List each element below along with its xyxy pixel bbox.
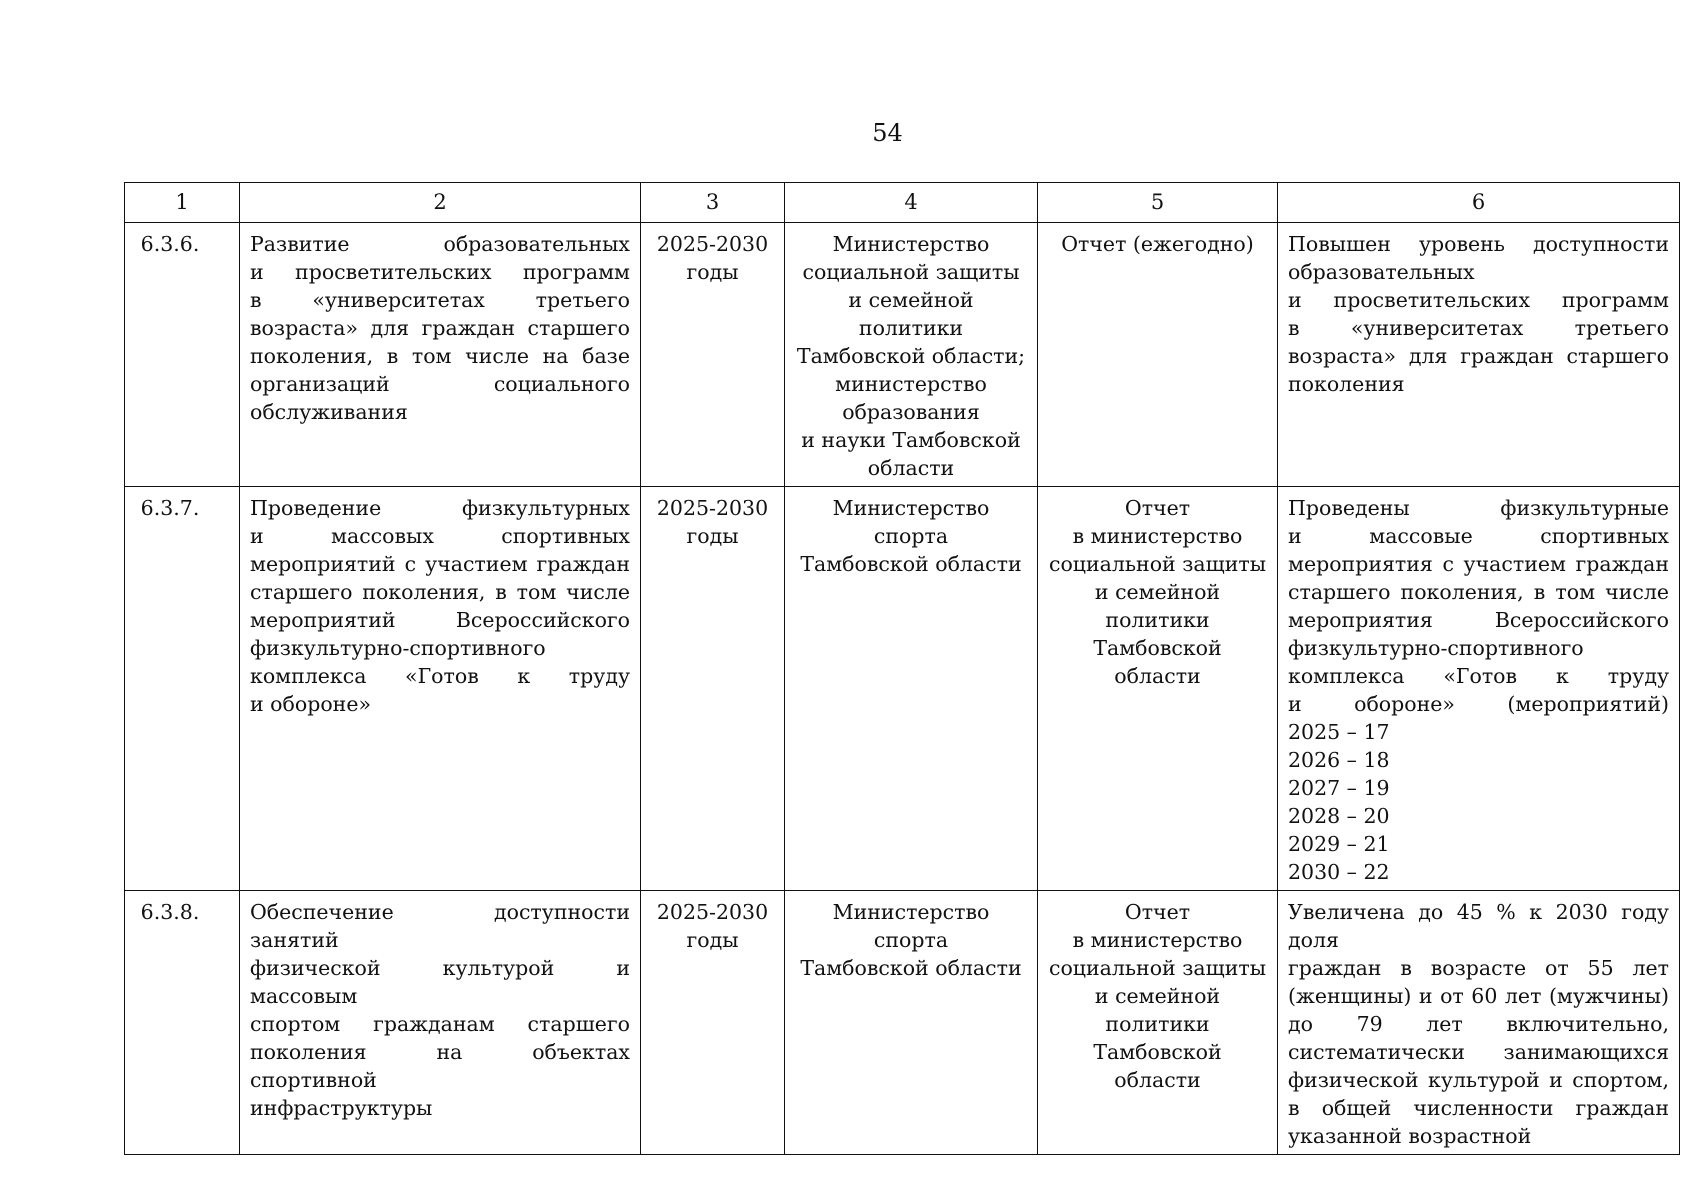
cell-executor-line: и науки Тамбовской <box>801 428 1021 452</box>
cell-report <box>1038 223 1278 487</box>
cell-activity-line: Развитие образовательных <box>250 232 630 256</box>
cell-executor <box>785 891 1038 1155</box>
cell-result-line: и массовые спортивных <box>1288 524 1669 548</box>
cell-result-line: до 79 лет включительно, <box>1288 1012 1669 1036</box>
cell-period-line: 2025-2030 <box>656 496 769 520</box>
cell-result-line: 2029 – 21 <box>1288 832 1390 856</box>
cell-activity-line: поколения, в том числе на базе <box>250 344 630 368</box>
cell-activity-line: обслуживания <box>250 400 408 424</box>
cell-result-line: мероприятия с участием граждан <box>1288 552 1669 576</box>
cell-report-line: в министерство <box>1072 524 1243 548</box>
cell-report-line: Отчет <box>1124 496 1191 520</box>
cell-result-line: старшего поколения, в том числе <box>1288 580 1669 604</box>
cell-result-line: поколения <box>1288 372 1405 396</box>
cell-activity-line: и массовых спортивных <box>250 524 630 548</box>
cell-result-line: 2025 – 17 <box>1288 720 1390 744</box>
header-col-4: 4 <box>785 183 1038 223</box>
cell-executor <box>785 223 1038 487</box>
cell-activity-line: спортом гражданам старшего <box>250 1012 630 1036</box>
cell-executor-line: министерство <box>835 372 987 396</box>
cell-number <box>125 487 240 891</box>
cell-number <box>125 891 240 1155</box>
cell-activity-line: мероприятий Всероссийского <box>250 608 630 632</box>
cell-period <box>641 487 785 891</box>
cell-period <box>641 223 785 487</box>
cell-result-line: Повышен уровень доступности <box>1288 232 1669 256</box>
cell-result <box>1278 891 1680 1155</box>
cell-result-line: граждан в возрасте от 55 лет <box>1288 956 1669 980</box>
cell-result-line: 2030 – 22 <box>1288 860 1390 884</box>
cell-period-line: 2025-2030 <box>656 232 769 256</box>
cell-activity-line: в «университетах третьего <box>250 288 630 312</box>
cell-executor-line: социальной защиты <box>802 260 1020 284</box>
cell-result-line: физической культурой и спортом, <box>1288 1068 1669 1092</box>
cell-activity-line: возраста» для граждан старшего <box>250 316 630 340</box>
cell-report-line: и семейной <box>1094 580 1221 604</box>
cell-report-line: социальной защиты <box>1048 552 1267 576</box>
cell-result-line: в общей численности граждан <box>1288 1096 1669 1120</box>
header-col-2: 2 <box>240 183 641 223</box>
cell-executor-line: Тамбовской области; <box>796 344 1026 368</box>
cell-report-line: и семейной <box>1094 984 1221 1008</box>
cell-result <box>1278 487 1680 891</box>
header-col-5: 5 <box>1038 183 1278 223</box>
cell-executor-line: Министерство спорта <box>832 900 990 952</box>
measures-table <box>124 182 1680 1155</box>
table-header-row <box>125 183 1680 223</box>
cell-period-line: годы <box>686 928 739 952</box>
cell-result-line: мероприятия Всероссийского <box>1288 608 1669 632</box>
cell-result-line: возраста» для граждан старшего <box>1288 344 1669 368</box>
cell-result-line: 2027 – 19 <box>1288 776 1390 800</box>
cell-period-line: годы <box>686 524 739 548</box>
cell-activity-line: физической культурой и массовым <box>250 956 630 1008</box>
cell-activity-line: и обороне» <box>250 692 372 716</box>
cell-report-line: политики <box>1105 1012 1210 1036</box>
cell-activity-line: физкультурно-спортивного <box>250 636 546 660</box>
cell-activity-line: Проведение физкультурных <box>250 496 630 520</box>
cell-period-line: годы <box>686 260 739 284</box>
cell-activity-line: мероприятий с участием граждан <box>250 552 630 576</box>
cell-result-line: 2026 – 18 <box>1288 748 1390 772</box>
cell-activity-line: и просветительских программ <box>250 260 630 284</box>
cell-report-line: Тамбовской области <box>1093 636 1222 688</box>
cell-result-line: 2028 – 20 <box>1288 804 1390 828</box>
cell-result-line: и просветительских программ <box>1288 288 1669 312</box>
cell-period <box>641 891 785 1155</box>
cell-result <box>1278 223 1680 487</box>
cell-executor <box>785 487 1038 891</box>
row-number: 6.3.6. <box>140 232 200 256</box>
cell-activity-line: организаций социального <box>250 372 630 396</box>
cell-result-line: (женщины) и от 60 лет (мужчины) <box>1288 984 1669 1008</box>
cell-activity <box>240 487 641 891</box>
cell-report <box>1038 487 1278 891</box>
cell-activity <box>240 223 641 487</box>
cell-result-line: комплекса «Готов к труду <box>1288 664 1669 688</box>
cell-report-line: социальной защиты <box>1048 956 1267 980</box>
cell-result-line: в «университетах третьего <box>1288 316 1669 340</box>
header-col-6: 6 <box>1278 183 1680 223</box>
row-number: 6.3.7. <box>140 496 200 520</box>
cell-activity-line: комплекса «Готов к труду <box>250 664 630 688</box>
cell-report-line: в министерство <box>1072 928 1243 952</box>
cell-executor-line: Министерство спорта <box>832 496 990 548</box>
cell-executor-line: Министерство <box>832 232 990 256</box>
cell-executor-line: и семейной политики <box>848 288 974 340</box>
cell-executor-line: Тамбовской области <box>800 552 1022 576</box>
cell-activity-line: поколения на объектах спортивной <box>250 1040 630 1092</box>
cell-result-line: Увеличена до 45 % к 2030 году доля <box>1288 900 1669 952</box>
cell-result-line: и обороне» (мероприятий) <box>1288 692 1669 716</box>
cell-executor-line: Тамбовской области <box>800 956 1022 980</box>
table-row <box>125 223 1680 487</box>
cell-result-line: указанной возрастной <box>1288 1124 1532 1148</box>
cell-activity-line: старшего поколения, в том числе <box>250 580 630 604</box>
table-row <box>125 891 1680 1155</box>
header-col-3: 3 <box>641 183 785 223</box>
cell-result-line: Проведены физкультурные <box>1288 496 1669 520</box>
cell-executor-line: образования <box>842 400 980 424</box>
cell-result-line: систематически занимающихся <box>1288 1040 1669 1064</box>
cell-report <box>1038 891 1278 1155</box>
cell-report-line: Отчет (ежегодно) <box>1061 232 1254 256</box>
header-col-1: 1 <box>125 183 240 223</box>
cell-period-line: 2025-2030 <box>656 900 769 924</box>
cell-report-line: Тамбовской области <box>1093 1040 1222 1092</box>
cell-activity-line: инфраструктуры <box>250 1096 433 1120</box>
cell-result-line: физкультурно-спортивного <box>1288 636 1584 660</box>
page-number: 54 <box>872 119 903 147</box>
cell-report-line: политики <box>1105 608 1210 632</box>
cell-number <box>125 223 240 487</box>
cell-result-line: образовательных <box>1288 260 1475 284</box>
row-number: 6.3.8. <box>140 900 200 924</box>
cell-report-line: Отчет <box>1124 900 1191 924</box>
cell-activity <box>240 891 641 1155</box>
cell-executor-line: области <box>867 456 955 480</box>
cell-activity-line: Обеспечение доступности занятий <box>250 900 630 952</box>
table-row <box>125 487 1680 891</box>
